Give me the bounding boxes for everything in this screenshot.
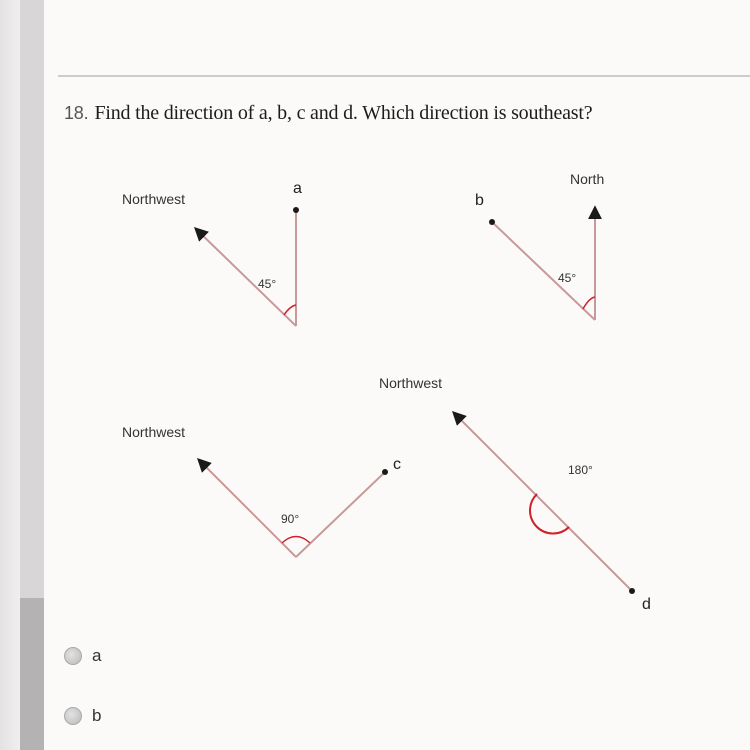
diagram-d-northwest-ray xyxy=(454,413,632,591)
diagram-a-direction-label: Northwest xyxy=(122,191,186,207)
diagram-b-point xyxy=(489,219,495,225)
diagram-c-point xyxy=(382,469,388,475)
diagram-a-angle-arc xyxy=(284,305,296,315)
diagram-b-angle-label: 45° xyxy=(558,271,577,285)
diagram-c-angle-arc xyxy=(282,537,310,544)
answer-option-b[interactable] xyxy=(64,706,101,726)
diagram-c-direction-label: Northwest xyxy=(122,424,186,440)
diagram-c-ray xyxy=(296,472,385,557)
answer-option-a-label: a xyxy=(92,646,102,665)
diagram-b-north-label: North xyxy=(570,171,605,187)
answer-option-a[interactable] xyxy=(64,646,101,666)
diagram-a-angle-label: 45° xyxy=(258,277,277,291)
question-prompt: Find the direction of a, b, c and d. Which direction is southeast? xyxy=(94,102,593,124)
radio-button-icon[interactable] xyxy=(64,707,82,725)
diagram-c-angle-label: 90° xyxy=(281,512,300,526)
diagram-d-point xyxy=(629,588,635,594)
diagram-d-angle-label: 180° xyxy=(568,463,593,477)
diagram-a-point-label: a xyxy=(293,180,302,197)
diagram-b-point-label: b xyxy=(475,192,484,209)
radio-button-icon[interactable] xyxy=(64,647,82,665)
diagram-b xyxy=(475,171,604,320)
diagram-a-northwest-ray xyxy=(196,229,296,326)
answer-option-b-label: b xyxy=(92,706,102,725)
diagram-a-point xyxy=(293,207,299,213)
diagram-b-ray xyxy=(492,222,595,320)
diagram-b-angle-arc xyxy=(583,297,595,309)
diagram-d-direction-label: Northwest xyxy=(379,375,443,391)
diagram-d-angle-arc xyxy=(530,494,569,533)
diagram-a xyxy=(122,180,302,326)
diagram-c-point-label: c xyxy=(393,456,401,473)
question-number: 18. xyxy=(64,103,89,123)
diagram-c-northwest-ray xyxy=(199,460,296,557)
diagram-d-point-label: d xyxy=(642,596,651,613)
diagram-c xyxy=(122,424,401,557)
diagram-d xyxy=(379,375,651,613)
